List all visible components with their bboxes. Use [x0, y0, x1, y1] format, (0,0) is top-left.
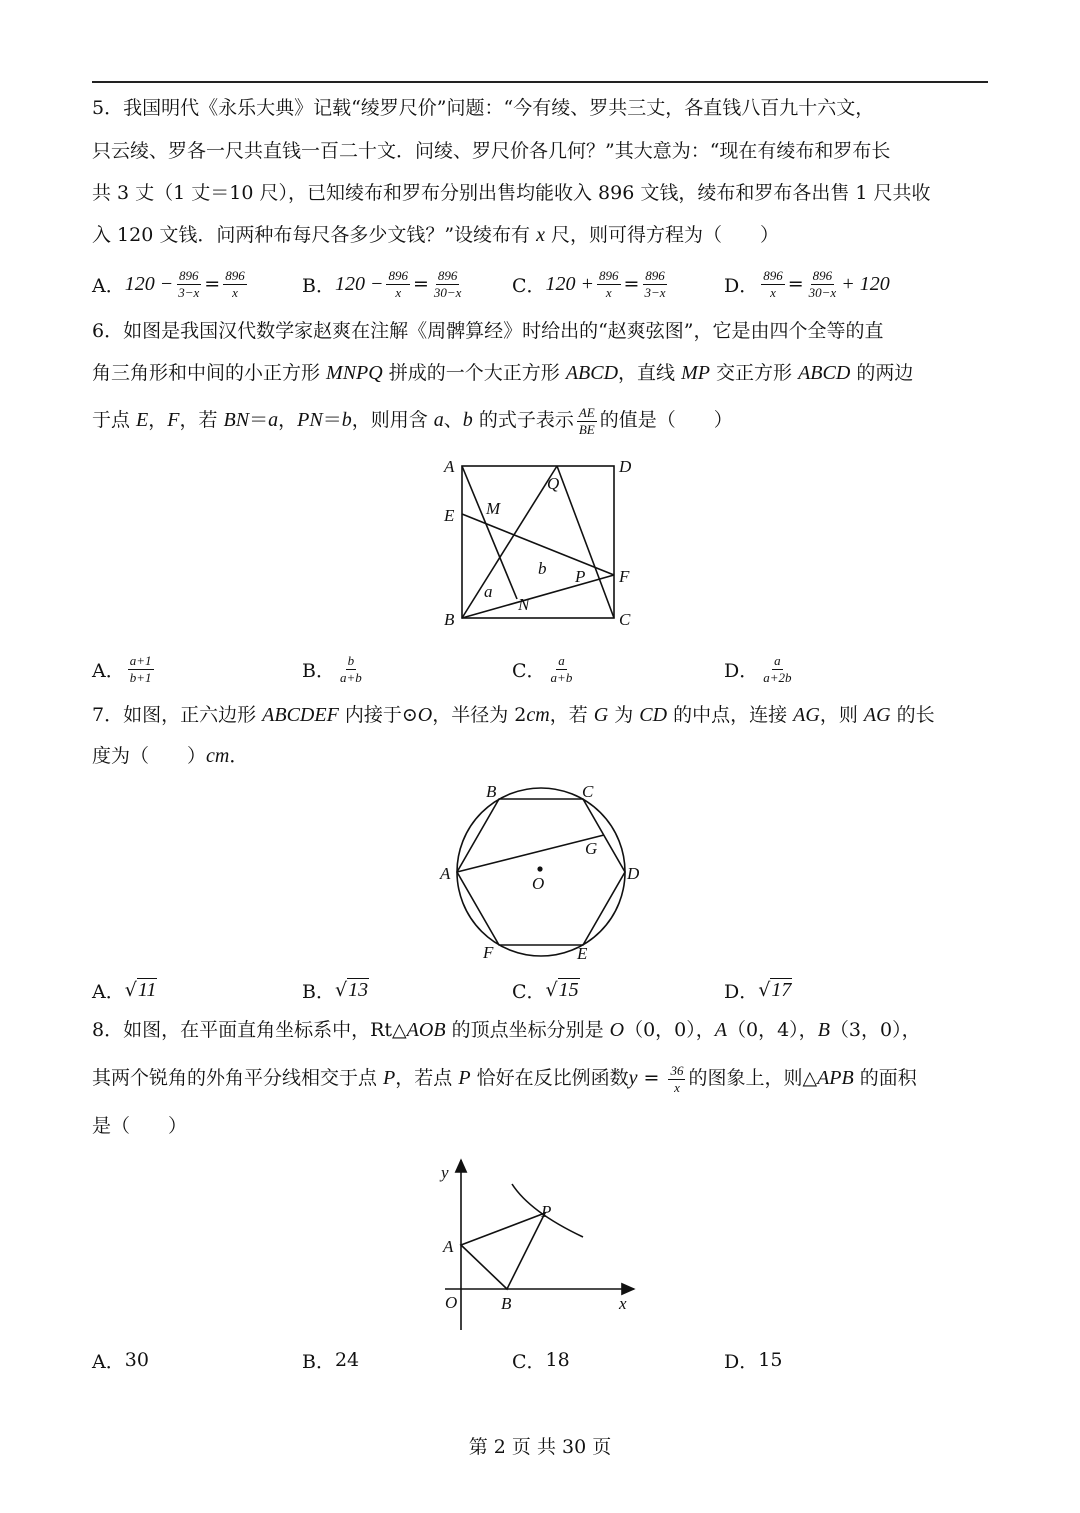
label-b: B — [444, 610, 455, 629]
q6-line3: 于点 E，F，若 BN＝a，PN＝b，则用含 a、b 的式子表示 $\frac{AE}{BE}$ 的值是（ ） — [92, 404, 733, 437]
label-p: P — [575, 567, 586, 586]
label-b: B — [486, 782, 497, 801]
page-footer: 第 2 页 共 30 页 — [468, 1436, 612, 1458]
q7-hexagon-diagram — [430, 775, 650, 970]
q8-line2: 其两个锐角的外角平分线相交于点 P，若点 P 恰好在反比例函数y = $\frac{36}{x}$ 的图象上，则△APB 的面积 — [92, 1062, 917, 1095]
label-n: N — [518, 595, 530, 614]
label-x: x — [619, 1294, 627, 1313]
q7-option-c[interactable]: C． √ 15 — [512, 979, 579, 1003]
q7-line2: 度为（ ）cm． — [92, 745, 249, 767]
label-e: E — [444, 506, 455, 525]
q6-option-a[interactable]: A． $\frac{a+1}{b+1}$ — [92, 652, 152, 685]
q6-option-c[interactable]: C． $\frac{a}{a+b}$ — [512, 652, 573, 685]
q7-options — [92, 968, 992, 1012]
label-b: B — [501, 1294, 512, 1313]
triangle-apb — [461, 1213, 545, 1289]
q5-option-b[interactable]: B． 120 − $\frac{896}{x}$ = $\frac{896}{30-x}$ — [302, 267, 462, 300]
hexagon-abcdef — [457, 799, 625, 945]
q5-line4: 入 120 文钱．问两种布每尺各多少文钱？”设绫布有 x 尺，则可得方程为（ ） — [92, 224, 780, 246]
label-g: G — [585, 839, 598, 858]
segment-ag — [457, 835, 604, 872]
q7-option-d[interactable]: D． √ 17 — [724, 979, 792, 1003]
q8-option-b[interactable]: B． 24 — [302, 1349, 360, 1373]
label-c: C — [619, 610, 631, 629]
q5-line2: 只云绫、罗各一尺共直钱一百二十文．问绫、罗尺价各几何？”其大意为：“现在有绫布和罗布长 — [92, 140, 891, 162]
q6-zhaoshuang-diagram — [430, 450, 650, 635]
label-e: E — [577, 944, 588, 963]
q8-option-a[interactable]: A． 30 — [92, 1349, 149, 1373]
label-m: M — [486, 499, 501, 518]
label-y: y — [441, 1163, 449, 1182]
q7-option-a[interactable]: A． √ 11 — [92, 979, 157, 1003]
q6-option-b[interactable]: B． $\frac{b}{a+b}$ — [302, 652, 362, 685]
q7-option-b[interactable]: B． √ 13 — [302, 979, 369, 1003]
q6-line1: 6．如图是我国汉代数学家赵爽在注解《周髀算经》时给出的“赵爽弦图”，它是由四个全等的直 — [92, 320, 884, 342]
q5-option-d[interactable]: D． $\frac{896}{x}$ = $\frac{896}{30-x}$ + 120 — [724, 267, 890, 300]
q8-fraction: $\frac{36}{x}$ — [670, 1062, 684, 1095]
label-d: D — [619, 457, 632, 476]
label-a-side: a — [484, 582, 493, 601]
q8-coordinate-diagram — [430, 1150, 650, 1335]
label-o: O — [445, 1293, 458, 1312]
label-a: A — [444, 457, 455, 476]
label-f: F — [619, 567, 630, 586]
q6-line2: 角三角形和中间的小正方形 MNPQ 拼成的一个大正方形 ABCD，直线 MP 交正方形 ABCD 的两边 — [92, 362, 914, 384]
line-cq — [557, 466, 614, 618]
q8-option-c[interactable]: C． 18 — [512, 1349, 570, 1373]
q5-line1: 5．我国明代《永乐大典》记载“绫罗尺价”问题：“今有绫、罗共三丈，各直钱八百九十六文， — [92, 97, 875, 119]
q8-option-d[interactable]: D． 15 — [724, 1349, 783, 1373]
label-q: Q — [547, 474, 560, 493]
q8-options — [92, 1338, 992, 1382]
label-b-side: b — [538, 559, 547, 578]
q5-option-a[interactable]: A． 120 − $\frac{896}{3-x}$ = $\frac{896}{x}$ — [92, 267, 245, 300]
q5-options — [92, 262, 992, 306]
q6-option-d[interactable]: D． $\frac{a}{a+2b}$ — [724, 652, 792, 685]
q6-fraction: $\frac{AE}{BE}$ — [578, 404, 595, 437]
label-c: C — [582, 782, 594, 801]
q8-line1: 8．如图，在平面直角坐标系中，Rt△AOB 的顶点坐标分别是 O（0，0），A（0，4），B（3，0）， — [92, 1019, 921, 1041]
q8-line3: 是（ ） — [92, 1115, 188, 1137]
label-p: P — [541, 1202, 552, 1221]
q6-options — [92, 647, 992, 691]
header-rule — [92, 81, 988, 83]
label-f: F — [483, 943, 494, 962]
label-o: O — [532, 874, 545, 893]
label-d: D — [627, 864, 640, 883]
label-a: A — [440, 864, 451, 883]
label-a: A — [443, 1237, 454, 1256]
center-dot — [537, 866, 542, 871]
q5-line3: 共 3 丈（1 丈＝10 尺），已知绫布和罗布分别出售均能收入 896 文钱，绫布和罗布各出售 1 尺共收 — [92, 182, 931, 204]
circle-o — [457, 788, 625, 956]
q5-option-c[interactable]: C． 120 + $\frac{896}{x}$ = $\frac{896}{3-x}$ — [512, 267, 666, 300]
q7-line1: 7．如图，正六边形 ABCDEF 内接于⊙O，半径为 2cm，若 G 为 CD 的中点，连接 AG，则 AG 的长 — [92, 704, 935, 726]
